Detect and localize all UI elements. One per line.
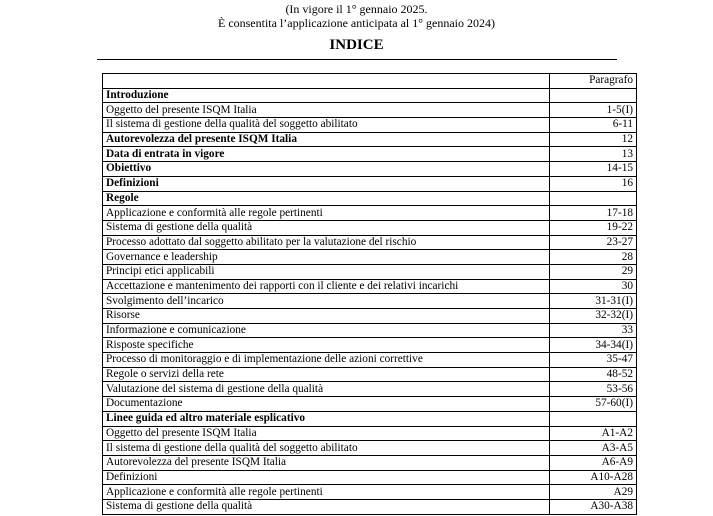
index-row: [103, 485, 637, 500]
index-row: [103, 309, 637, 324]
index-row: [103, 323, 637, 338]
section-title: Definizioni: [103, 176, 550, 191]
paragraph-ref: 1-5(I): [550, 103, 637, 118]
section-title: Data di entrata in vigore: [103, 147, 550, 162]
section-title: Oggetto del presente ISQM Italia: [103, 103, 550, 118]
index-row: [103, 470, 637, 485]
index-row: [103, 191, 637, 206]
index-row: [103, 250, 637, 265]
paragraph-ref: 35-47: [550, 353, 637, 368]
index-row: [103, 235, 637, 250]
index-row: [103, 367, 637, 382]
section-title: Applicazione e conformità alle regole pertinenti: [103, 485, 550, 500]
index-row: [103, 206, 637, 221]
index-row: [103, 499, 637, 514]
index-row: [103, 147, 637, 162]
paragraph-ref: 12: [550, 132, 637, 147]
index-row: [103, 397, 637, 412]
section-title: Linee guida ed altro materiale esplicativo: [103, 411, 550, 426]
index-row: [103, 338, 637, 353]
section-title: Il sistema di gestione della qualità del soggetto abilitato: [103, 441, 550, 456]
paragraph-ref: [550, 191, 637, 206]
index-row: [103, 176, 637, 191]
index-header-blank: [103, 74, 550, 89]
paragraph-ref: 16: [550, 176, 637, 191]
index-row: [103, 382, 637, 397]
index-row: [103, 279, 637, 294]
section-title: Risorse: [103, 309, 550, 324]
page-title: INDICE: [329, 37, 384, 53]
section-title: Processo adottato dal soggetto abilitato per la valutazione del rischio: [103, 235, 550, 250]
index-row: [103, 162, 637, 177]
section-title: Applicazione e conformità alle regole pertinenti: [103, 206, 550, 221]
paragraph-ref: 31-31(I): [550, 294, 637, 309]
index-row: [103, 294, 637, 309]
paragraph-ref: A10-A28: [550, 470, 637, 485]
section-title: Oggetto del presente ISQM Italia: [103, 426, 550, 441]
section-title: Introduzione: [103, 88, 550, 103]
section-title: Regole o servizi della rete: [103, 367, 550, 382]
paragraph-ref: 14-15: [550, 162, 637, 177]
section-title: Documentazione: [103, 397, 550, 412]
index-row: [103, 103, 637, 118]
section-title: Autorevolezza del presente ISQM Italia: [103, 132, 550, 147]
paragraph-ref: 33: [550, 323, 637, 338]
paragraph-ref: [550, 88, 637, 103]
paragraph-ref: 19-22: [550, 220, 637, 235]
section-title: Principi etici applicabili: [103, 264, 550, 279]
paragraph-ref: A3-A5: [550, 441, 637, 456]
paragraph-ref: 17-18: [550, 206, 637, 221]
section-title: Processo di monitoraggio e di implementazione delle azioni correttive: [103, 353, 550, 368]
section-title: Risposte specifiche: [103, 338, 550, 353]
paragraph-ref: 29: [550, 264, 637, 279]
index-row: [103, 426, 637, 441]
paragraph-ref: A30-A38: [550, 499, 637, 514]
index-row: [103, 264, 637, 279]
paragraph-ref: A1-A2: [550, 426, 637, 441]
paragraph-ref: 23-27: [550, 235, 637, 250]
section-title: Definizioni: [103, 470, 550, 485]
paragraph-ref: 30: [550, 279, 637, 294]
paragraph-ref: 28: [550, 250, 637, 265]
index-row: [103, 353, 637, 368]
paragraph-ref: 57-60(I): [550, 397, 637, 412]
paragraph-ref: 13: [550, 147, 637, 162]
paragraph-ref: 6-11: [550, 118, 637, 133]
section-title: Sistema di gestione della qualità: [103, 499, 550, 514]
effective-date-note: (In vigore il 1° gennaio 2025.: [285, 2, 428, 16]
paragraph-ref: 34-34(I): [550, 338, 637, 353]
paragraph-ref: 53-56: [550, 382, 637, 397]
section-title: Svolgimento dell’incarico: [103, 294, 550, 309]
index-header-row: [103, 74, 637, 89]
section-title: Regole: [103, 191, 550, 206]
title-divider: [97, 59, 617, 60]
paragraph-ref: 32-32(I): [550, 309, 637, 324]
paragraph-ref: 48-52: [550, 367, 637, 382]
section-title: Autorevolezza del presente ISQM Italia: [103, 455, 550, 470]
index-table: [102, 73, 637, 515]
paragraph-column-header: Paragrafo: [550, 74, 637, 89]
paragraph-ref: A6-A9: [550, 455, 637, 470]
index-row: [103, 455, 637, 470]
paragraph-ref: [550, 411, 637, 426]
index-row: [103, 118, 637, 133]
section-title: Valutazione del sistema di gestione della qualità: [103, 382, 550, 397]
index-row: [103, 88, 637, 103]
index-row: [103, 411, 637, 426]
index-row: [103, 132, 637, 147]
section-title: Governance e leadership: [103, 250, 550, 265]
section-title: Informazione e comunicazione: [103, 323, 550, 338]
section-title: Sistema di gestione della qualità: [103, 220, 550, 235]
section-title: Il sistema di gestione della qualità del soggetto abilitato: [103, 118, 550, 133]
index-row: [103, 441, 637, 456]
paragraph-ref: A29: [550, 485, 637, 500]
section-title: Obiettivo: [103, 162, 550, 177]
early-adoption-note: È consentita l’applicazione anticipata al 1° gennaio 2024): [217, 16, 496, 30]
section-title: Accettazione e mantenimento dei rapporti con il cliente e dei relativi incarichi: [103, 279, 550, 294]
index-row: [103, 220, 637, 235]
